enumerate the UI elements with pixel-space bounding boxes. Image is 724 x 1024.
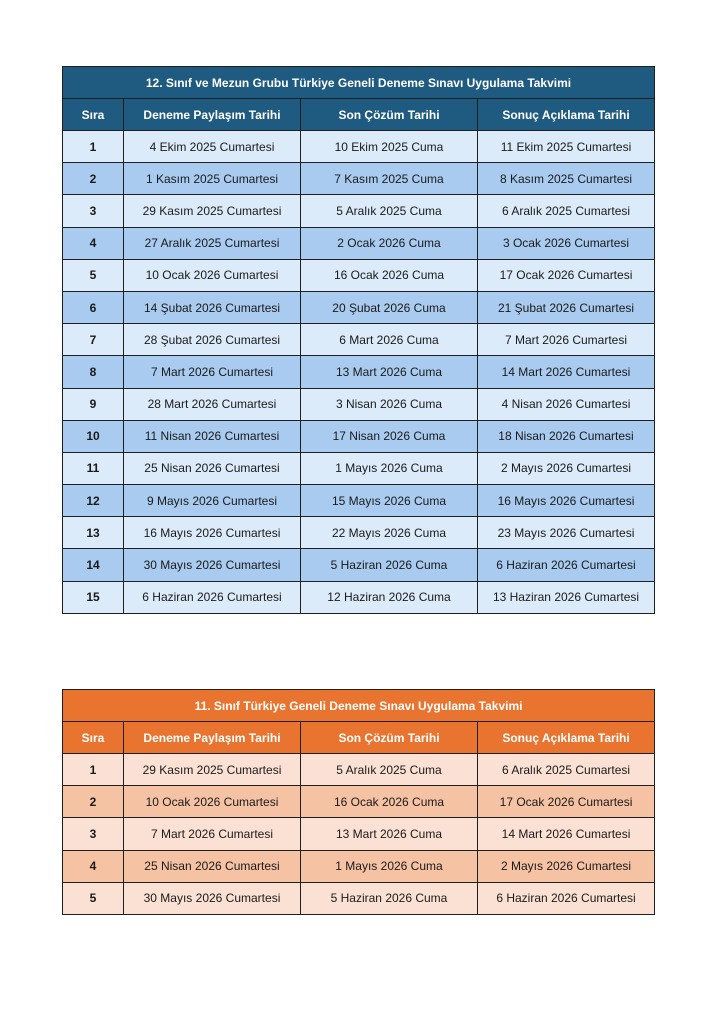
result-date: 17 Ocak 2026 Cumartesi [478, 259, 655, 291]
row-number: 12 [63, 485, 124, 517]
row-number: 4 [63, 227, 124, 259]
deadline-date: 1 Mayıs 2026 Cuma [301, 452, 478, 484]
share-date: 14 Şubat 2026 Cumartesi [124, 291, 301, 323]
result-date: 14 Mart 2026 Cumartesi [478, 356, 655, 388]
column-header-sira: Sıra [63, 99, 124, 131]
result-date: 6 Aralık 2025 Cumartesi [478, 195, 655, 227]
grade-11-schedule-table [62, 689, 655, 915]
deadline-date: 16 Ocak 2026 Cuma [301, 259, 478, 291]
share-date: 6 Haziran 2026 Cumartesi [124, 581, 301, 613]
deadline-date: 1 Mayıs 2026 Cuma [301, 850, 478, 882]
row-number: 6 [63, 291, 124, 323]
table-row [63, 818, 655, 850]
row-number: 14 [63, 549, 124, 581]
share-date: 10 Ocak 2026 Cumartesi [124, 786, 301, 818]
grade-12-schedule-table [62, 66, 655, 614]
result-date: 18 Nisan 2026 Cumartesi [478, 420, 655, 452]
share-date: 7 Mart 2026 Cumartesi [124, 818, 301, 850]
result-date: 6 Haziran 2026 Cumartesi [478, 882, 655, 914]
share-date: 28 Mart 2026 Cumartesi [124, 388, 301, 420]
share-date: 4 Ekim 2025 Cumartesi [124, 131, 301, 163]
column-header-sonuc-aciklama-tarihi: Sonuç Açıklama Tarihi [478, 99, 655, 131]
row-number: 3 [63, 195, 124, 227]
table-row [63, 485, 655, 517]
column-header-sira: Sıra [63, 722, 124, 754]
table-header-row [63, 99, 655, 131]
column-header-sonuc-aciklama-tarihi: Sonuç Açıklama Tarihi [478, 722, 655, 754]
table-row [63, 517, 655, 549]
table-row [63, 227, 655, 259]
row-number: 2 [63, 786, 124, 818]
row-number: 3 [63, 818, 124, 850]
result-date: 7 Mart 2026 Cumartesi [478, 324, 655, 356]
row-number: 5 [63, 259, 124, 291]
deadline-date: 5 Haziran 2026 Cuma [301, 549, 478, 581]
column-header-paylasim-tarihi: Deneme Paylaşım Tarihi [124, 722, 301, 754]
table-header-row [63, 722, 655, 754]
table-row [63, 754, 655, 786]
column-header-son-cozum-tarihi: Son Çözüm Tarihi [301, 722, 478, 754]
share-date: 28 Şubat 2026 Cumartesi [124, 324, 301, 356]
row-number: 1 [63, 754, 124, 786]
deadline-date: 16 Ocak 2026 Cuma [301, 786, 478, 818]
row-number: 7 [63, 324, 124, 356]
table-row [63, 786, 655, 818]
deadline-date: 13 Mart 2026 Cuma [301, 818, 478, 850]
row-number: 8 [63, 356, 124, 388]
deadline-date: 2 Ocak 2026 Cuma [301, 227, 478, 259]
result-date: 17 Ocak 2026 Cumartesi [478, 786, 655, 818]
table-title: 12. Sınıf ve Mezun Grubu Türkiye Geneli Deneme Sınavı Uygulama Takvimi [63, 67, 655, 99]
share-date: 30 Mayıs 2026 Cumartesi [124, 549, 301, 581]
row-number: 2 [63, 163, 124, 195]
deadline-date: 10 Ekim 2025 Cuma [301, 131, 478, 163]
result-date: 6 Aralık 2025 Cumartesi [478, 754, 655, 786]
row-number: 15 [63, 581, 124, 613]
result-date: 4 Nisan 2026 Cumartesi [478, 388, 655, 420]
deadline-date: 6 Mart 2026 Cuma [301, 324, 478, 356]
deadline-date: 3 Nisan 2026 Cuma [301, 388, 478, 420]
table-row [63, 882, 655, 914]
table-row [63, 131, 655, 163]
column-header-paylasim-tarihi: Deneme Paylaşım Tarihi [124, 99, 301, 131]
table-row [63, 356, 655, 388]
result-date: 23 Mayıs 2026 Cumartesi [478, 517, 655, 549]
table-row [63, 388, 655, 420]
column-header-son-cozum-tarihi: Son Çözüm Tarihi [301, 99, 478, 131]
deadline-date: 5 Aralık 2025 Cuma [301, 754, 478, 786]
share-date: 27 Aralık 2025 Cumartesi [124, 227, 301, 259]
share-date: 30 Mayıs 2026 Cumartesi [124, 882, 301, 914]
share-date: 25 Nisan 2026 Cumartesi [124, 452, 301, 484]
table-row [63, 291, 655, 323]
table-row [63, 850, 655, 882]
table-row [63, 420, 655, 452]
deadline-date: 15 Mayıs 2026 Cuma [301, 485, 478, 517]
row-number: 5 [63, 882, 124, 914]
table-row [63, 163, 655, 195]
table-row [63, 452, 655, 484]
share-date: 25 Nisan 2026 Cumartesi [124, 850, 301, 882]
deadline-date: 5 Aralık 2025 Cuma [301, 195, 478, 227]
deadline-date: 22 Mayıs 2026 Cuma [301, 517, 478, 549]
table-title-row [63, 690, 655, 722]
share-date: 9 Mayıs 2026 Cumartesi [124, 485, 301, 517]
deadline-date: 7 Kasım 2025 Cuma [301, 163, 478, 195]
table-row [63, 324, 655, 356]
share-date: 29 Kasım 2025 Cumartesi [124, 754, 301, 786]
table-row [63, 581, 655, 613]
row-number: 4 [63, 850, 124, 882]
share-date: 16 Mayıs 2026 Cumartesi [124, 517, 301, 549]
row-number: 1 [63, 131, 124, 163]
share-date: 10 Ocak 2026 Cumartesi [124, 259, 301, 291]
table-row [63, 259, 655, 291]
deadline-date: 13 Mart 2026 Cuma [301, 356, 478, 388]
share-date: 7 Mart 2026 Cumartesi [124, 356, 301, 388]
result-date: 16 Mayıs 2026 Cumartesi [478, 485, 655, 517]
row-number: 11 [63, 452, 124, 484]
row-number: 13 [63, 517, 124, 549]
deadline-date: 17 Nisan 2026 Cuma [301, 420, 478, 452]
row-number: 10 [63, 420, 124, 452]
result-date: 11 Ekim 2025 Cumartesi [478, 131, 655, 163]
table-title-row [63, 67, 655, 99]
result-date: 21 Şubat 2026 Cumartesi [478, 291, 655, 323]
result-date: 6 Haziran 2026 Cumartesi [478, 549, 655, 581]
result-date: 3 Ocak 2026 Cumartesi [478, 227, 655, 259]
result-date: 8 Kasım 2025 Cumartesi [478, 163, 655, 195]
share-date: 29 Kasım 2025 Cumartesi [124, 195, 301, 227]
table-title: 11. Sınıf Türkiye Geneli Deneme Sınavı Uygulama Takvimi [63, 690, 655, 722]
table-row [63, 195, 655, 227]
deadline-date: 5 Haziran 2026 Cuma [301, 882, 478, 914]
deadline-date: 20 Şubat 2026 Cuma [301, 291, 478, 323]
result-date: 14 Mart 2026 Cumartesi [478, 818, 655, 850]
deadline-date: 12 Haziran 2026 Cuma [301, 581, 478, 613]
result-date: 13 Haziran 2026 Cumartesi [478, 581, 655, 613]
result-date: 2 Mayıs 2026 Cumartesi [478, 452, 655, 484]
table-row [63, 549, 655, 581]
share-date: 1 Kasım 2025 Cumartesi [124, 163, 301, 195]
row-number: 9 [63, 388, 124, 420]
result-date: 2 Mayıs 2026 Cumartesi [478, 850, 655, 882]
share-date: 11 Nisan 2026 Cumartesi [124, 420, 301, 452]
